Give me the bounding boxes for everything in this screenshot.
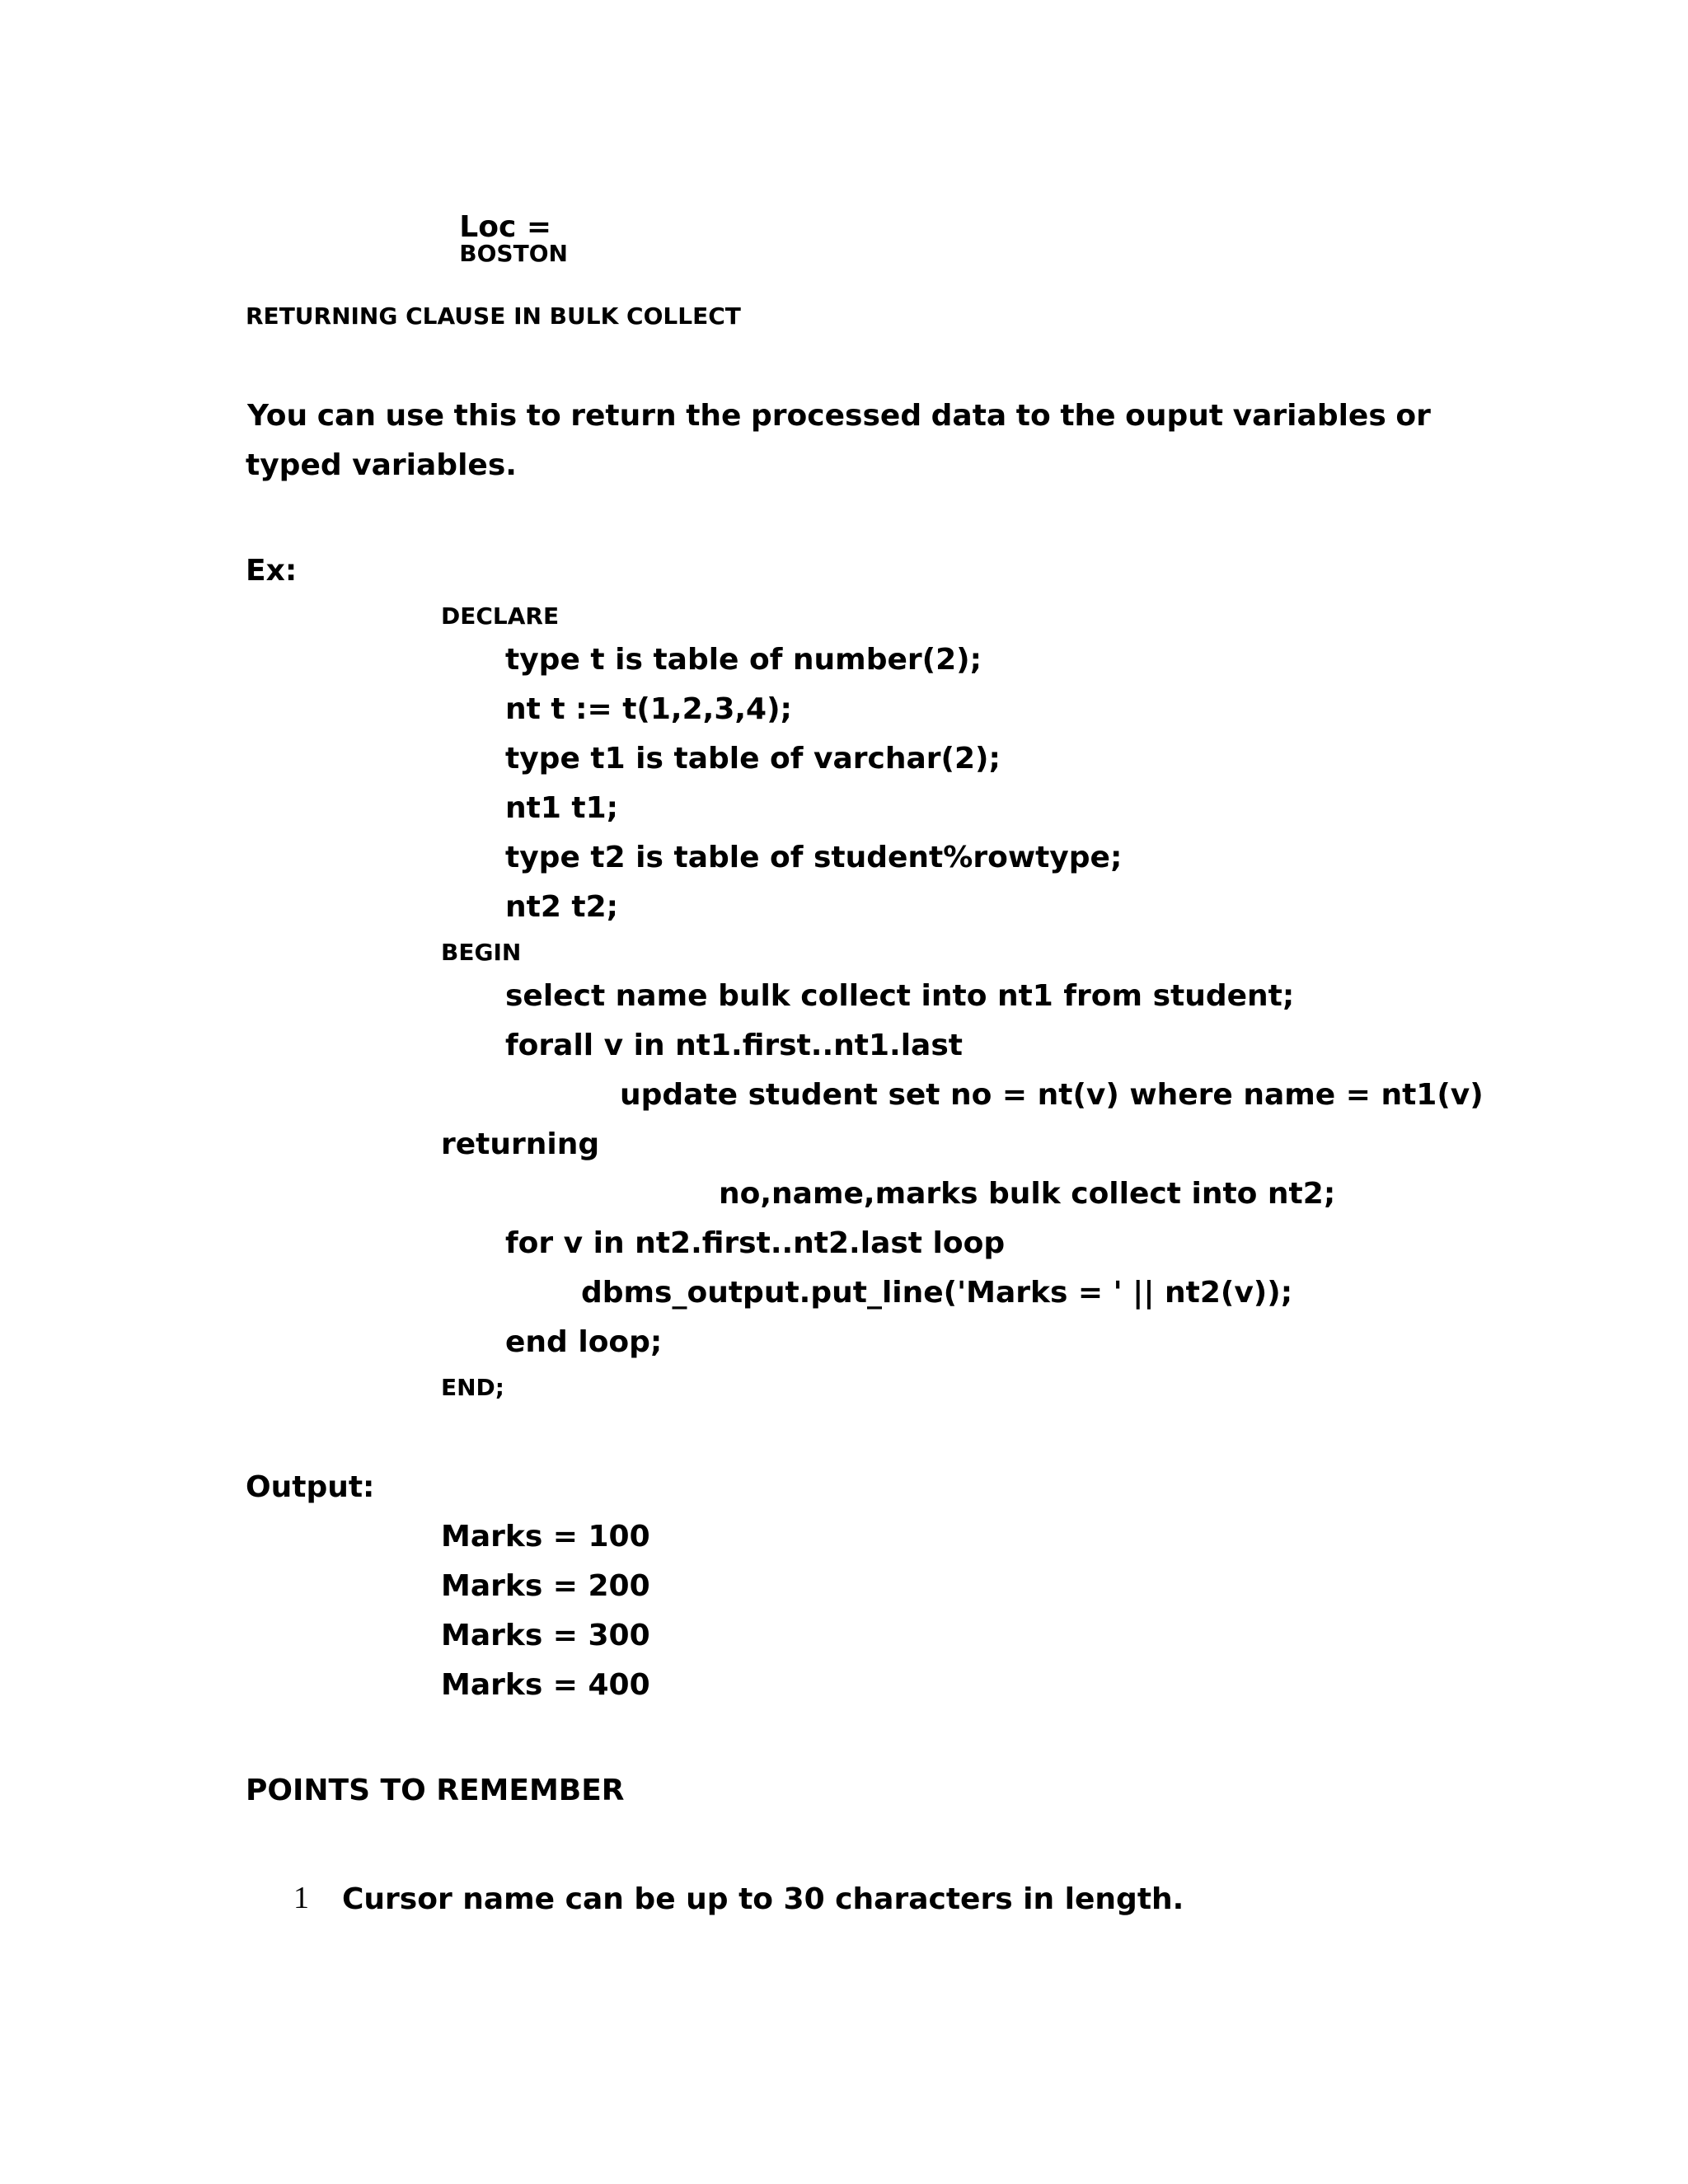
- example-label: Ex:: [246, 554, 298, 588]
- code-decl-line: nt t := t(1,2,3,4);: [505, 692, 792, 726]
- intro-word: use: [385, 399, 444, 433]
- code-forall-line: forall v in nt1.first..nt1.last: [505, 1029, 963, 1062]
- loc-value: BOSTON: [459, 240, 568, 267]
- intro-line-2: typed variables.: [246, 448, 517, 482]
- code-update-line: update student set no = nt(v) where name = nt1(v): [620, 1078, 1484, 1112]
- code-returning-line: returning: [441, 1127, 600, 1161]
- list-item-number: 1: [293, 1881, 309, 1915]
- points-heading: POINTS TO REMEMBER: [246, 1774, 625, 1807]
- code-decl-line: nt2 t2;: [505, 890, 619, 924]
- intro-word: this: [453, 399, 518, 433]
- loc-label: Loc =: [459, 210, 551, 244]
- code-decl-line: type t is table of number(2);: [505, 643, 982, 677]
- intro-line-1: [247, 401, 1431, 431]
- code-put-line: dbms_output.put_line('Marks = ' || nt2(v));: [581, 1276, 1293, 1310]
- intro-word: variables: [1232, 399, 1386, 433]
- code-select-line: select name bulk collect into nt1 from student;: [505, 979, 1295, 1013]
- code-for-line: for v in nt2.first..nt2.last loop: [505, 1226, 1006, 1260]
- code-decl-line: nt1 t1;: [505, 791, 619, 825]
- intro-word: return: [570, 399, 677, 433]
- output-line: Marks = 200: [441, 1569, 650, 1603]
- section-heading: RETURNING CLAUSE IN BULK COLLECT: [246, 302, 741, 330]
- intro-word: or: [1395, 399, 1431, 433]
- intro-word: data: [931, 399, 1007, 433]
- code-begin: BEGIN: [441, 939, 522, 966]
- code-decl-line: type t1 is table of varchar(2);: [505, 742, 1001, 776]
- intro-word: can: [316, 399, 376, 433]
- output-line: Marks = 100: [441, 1520, 650, 1554]
- list-item-text: Cursor name can be up to 30 characters in length.: [342, 1882, 1184, 1916]
- loc-line: [441, 199, 568, 279]
- intro-word: the: [1060, 399, 1116, 433]
- output-label: Output:: [246, 1470, 375, 1504]
- code-decl-line: type t2 is table of student%rowtype;: [505, 841, 1123, 874]
- code-end: END;: [441, 1374, 504, 1401]
- code-declare: DECLARE: [441, 602, 560, 630]
- intro-word: processed: [751, 399, 922, 433]
- intro-word: the: [686, 399, 742, 433]
- output-line: Marks = 400: [441, 1668, 650, 1702]
- intro-word: to: [526, 399, 561, 433]
- intro-word: ouput: [1125, 399, 1224, 433]
- code-returning-cont: no,name,marks bulk collect into nt2;: [719, 1177, 1336, 1211]
- intro-word: to: [1015, 399, 1051, 433]
- intro-word: You: [247, 399, 308, 433]
- output-line: Marks = 300: [441, 1619, 650, 1652]
- code-end-loop: end loop;: [505, 1325, 663, 1359]
